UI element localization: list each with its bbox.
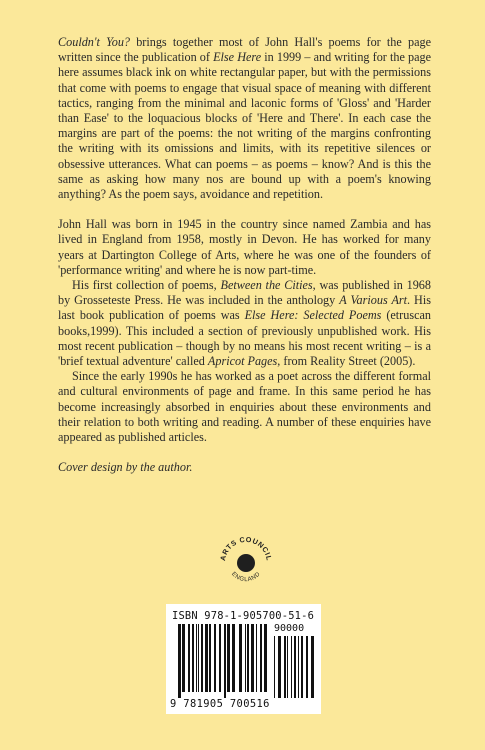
barcode-bar (287, 636, 288, 698)
barcode-bar (209, 624, 211, 692)
price-addon-digits: 90000 (274, 623, 305, 634)
barcode-bar (251, 624, 254, 692)
barcode-bar (227, 624, 230, 692)
barcode-bar (298, 636, 299, 698)
barcode-bar (198, 624, 199, 692)
logo-dot (237, 554, 255, 572)
barcode-bar (294, 636, 296, 698)
barcode-bar (182, 624, 185, 692)
barcode-bar (306, 636, 308, 698)
barcode-bar (284, 636, 286, 698)
bio-paragraph-2: His first collection of poems, Between the Cities, was published in 1968 by Grosseteste Press. He was included in the anthology A Various Art. His last book publication of poems was Else Here: Selected Poems (etruscan books,1999). This included a section of previously unpublished work. His most recent publication – though by no means his most recent writing – is a 'brief textual adventure' called Apricot Pages, from Reality Street (2005). (58, 278, 431, 369)
barcode-bar (196, 624, 197, 692)
barcode-bar (291, 636, 292, 698)
bio-paragraph-1: John Hall was born in 1945 in the country since named Zambia and has lived in England from 1958, mostly in Devon. He has worked for many years at Dartington College of Arts, where he was one of the founders of 'performance writing' and where he is now part-time. (58, 217, 431, 277)
logo-top-text: ARTS COUNCIL (218, 534, 274, 562)
barcode-bar (232, 624, 235, 692)
bio-paragraph-3: Since the early 1990s he has worked as a poet across the different formal and cultural environments of page and frame. In this same period he has become increasingly absorbed in enquiries about these environments and their relation to both writing and reading. A number of these enquiries have appeared as published articles. (58, 369, 431, 445)
svg-text:ENGLAND (230, 571, 262, 583)
barcode-bar (239, 624, 242, 692)
ean-bars (178, 624, 267, 698)
barcode-bar (224, 624, 226, 698)
barcode-bar (245, 624, 246, 692)
barcode-bar (301, 636, 303, 698)
arts-council-logo (213, 530, 279, 596)
barcode-bar (205, 624, 208, 692)
ean-digits: 9 781905 700516 (170, 698, 270, 710)
barcode-bar (201, 624, 203, 692)
barcode-bar (188, 624, 190, 692)
cover-credit: Cover design by the author. (58, 460, 193, 475)
barcode-bar (192, 624, 194, 692)
isbn-text: ISBN 978-1-905700-51-6 (172, 610, 315, 622)
back-cover-text (58, 35, 431, 475)
barcode-bar (260, 624, 262, 692)
barcode-bar (264, 624, 267, 692)
barcode-bar (219, 624, 221, 692)
barcode (166, 604, 321, 714)
addon-bars (274, 636, 314, 698)
book-title: Couldn't You? (58, 35, 131, 49)
barcode-bar (214, 624, 216, 692)
barcode-bar (278, 636, 281, 698)
barcode-bar (274, 636, 275, 698)
barcode-bar (256, 624, 257, 692)
barcode-bar (178, 624, 181, 698)
barcode-bar (247, 624, 249, 692)
barcode-bar (311, 636, 314, 698)
blurb-paragraph: Couldn't You? brings together most of John Hall's poems for the page written since the publication of Else Here in 1999 – and writing for the page here assumes black ink on white rectangular paper, but with the permissions that come with poems to engage that visual space of meaning with different tactics, ranging from the minimal and laconic forms of 'Gloss' and 'Harder than Ease' to the loquacious blocks of 'Here and There'. In each case the margins are part of the poems: the not writing of the margins confronting the writing with its omissions and limits, with its repetitive silences or obsessive utterances. What can poems – as poems – know? And is this the same as asking how many nos are bound up with a poem's knowing anything? As the poem says, avoidance and repetition. (58, 35, 431, 202)
logo-bottom-text: ENGLAND (230, 571, 262, 584)
